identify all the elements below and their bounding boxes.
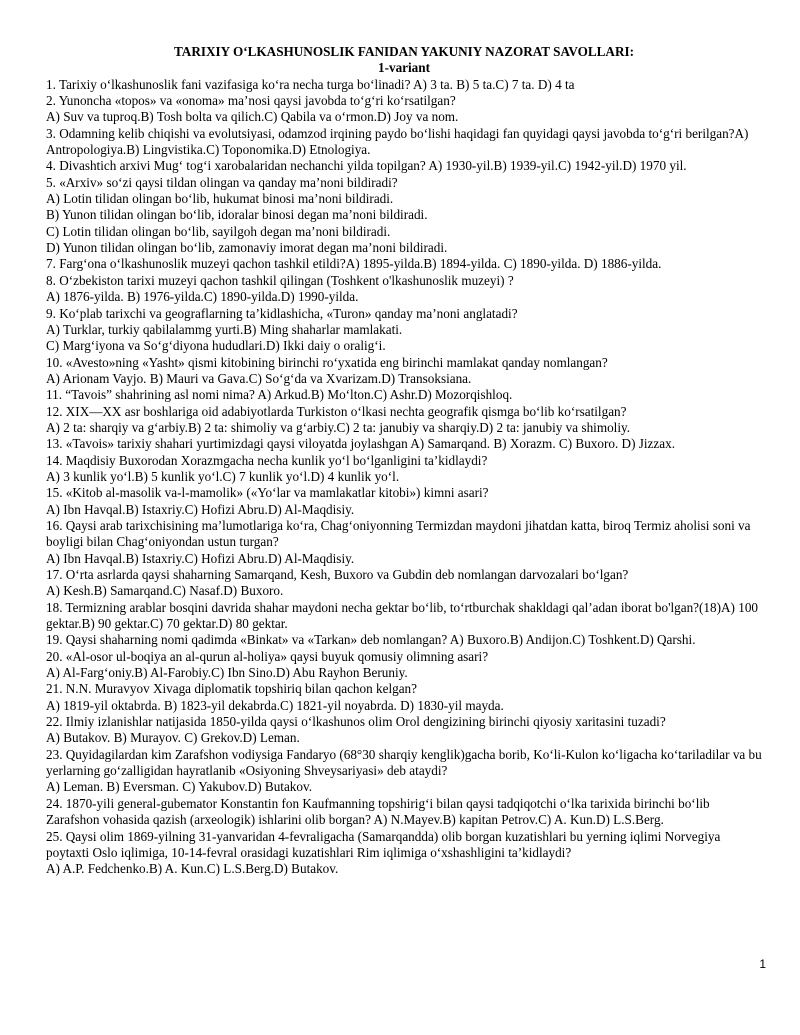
question-line: D) Yunon tilidan olingan bo‘lib, zamonaviy imorat degan ma’noni bildiradi. [46,240,448,256]
question-line: 21. N.N. Muravyov Xivaga diplomatik topshiriq bilan qachon kelgan? [46,681,418,697]
question-line: 17. O‘rta asrlarda qaysi shaharning Samarqand, Kesh, Buxoro va Gubdin deb nomlangan darvozalari bo‘lgan? [46,567,629,582]
question-line: A) A.P. Fedchenko.B) A. Kun.C) L.S.Berg.D) Butakov. [46,861,339,877]
question-line: 18. Termizning arablar bosqini davrida shahar maydoni necha gektar bo‘lib, to‘rtburchak shakldagi qal’adan iborat bo'lgan?(18)A) 100 gektar.B) 90 gektar.C) 70 gektar.D) 80 gektar. [46,599,759,632]
question-line: 24. 1870-yili general-gubemator Konstantin fon Kaufmanning topshirig‘i bilan qaysi tadqiqotchi o‘lka tarixida birinchi bo‘lib Zarafshon vohasida qazish (arxeologik) ishlarini olib borgan? A) N.Mayev.B) kapitan Petrov.C) A. Kun.D) L.S.Berg. [46,795,710,828]
question-line: 14. Maqdisiy Buxorodan Xorazmgacha necha kunlik yo‘l bo‘lganligini ta’kidlaydi? [46,452,488,468]
question-line: 13. «Tavois» tarixiy shahari yurtimizdagi qaysi viloyatda joylashgan A) Samarqand. B) Xorazm. C) Buxoro. D) Jizzax. [46,436,676,452]
question-line: A) Butakov. B) Murayov. C) Grekov.D) Leman. [46,730,300,746]
question-list [46,77,762,878]
question-line: A) 1819-yil oktabrda. B) 1823-yil dekabrda.C) 1821-yil noyabrda. D) 1830-yil mayda. [46,697,504,713]
question-line: C) Marg‘iyona va So‘g‘diyona hududlari.D) Ikki daiy o oralig‘i. [46,338,386,354]
question-line: 4. Divashtich arxivi Mug‘ tog‘i xarobalaridan nechanchi yilda topilgan? A) 1930-yil.B) 1939-yil.C) 1942-yil.D) 1970 yil. [46,158,687,174]
question-line: A) Leman. B) Eversman. C) Yakubov.D) Butakov. [46,779,313,795]
question-line: 10. «Avesto»ning «Yasht» qismi kitobining birinchi ro‘yxatida eng birinchi mamlakat qanday nomlangan? [46,354,608,370]
question-line: 16. Qaysi arab tarixchisining ma’lumotlariga ko‘ra, Chag‘oniyonning Termizdan maydoni jihatdan katta, biroq Termiz aholisi soni va boyligi bilan Chag‘oniyondan ustun turgan? [46,517,751,550]
question-line: 7. Farg‘ona o‘lkashunoslik muzeyi qachon tashkil etildi?A) 1895-yilda.B) 1894-yilda. C) 1890-yilda. D) 1886-yilda. [46,256,662,272]
question-line: B) Yunon tilidan olingan bo‘lib, idoralar binosi degan ma’noni bildiradi. [46,207,428,223]
question-line: 25. Qaysi olim 1869-yilning 31-yanvaridan 4-fevraligacha (Samarqandda) olib borgan kuzatishlari bu yerning iqlimi Norvegiya poytaxti Oslo iqlimiga, 10-14-fevral orasidagi kuzatishlari Rim iqlimiga o‘xshashligini ta’kidlaydi? [46,828,721,860]
question-line: 3. Odamning kelib chiqishi va evolutsiyasi, odamzod irqining paydo bo‘lishi haqidagi fan quyidagi qaysi javobda to‘g‘ri berilgan?A) Antropologiya.B) Lingvistika.C) Toponomika.D) Etnologiya. [46,125,749,158]
question-line: A) Arionam Vayjo. B) Mauri va Gava.C) So‘g‘da va Xvarizam.D) Transoksiana. [46,370,472,386]
question-line: A) Lotin tilidan olingan bo‘lib, hukumat binosi ma’noni bildiradi. [46,191,394,207]
question-line: A) Suv va tuproq.B) Tosh bolta va qilich.C) Qabila va o‘rmon.D) Joy va nom. [46,109,459,125]
question-line: A) Ibn Havqal.B) Istaxriy.C) Hofizi Abru.D) Al-Maqdisiy. [46,550,355,566]
question-line: 15. «Kitob al-masolik va-l-mamolik» («Yo‘lar va mamlakatlar kitobi») kimni asari? [46,485,489,501]
question-line: 12. XIX—XX asr boshlariga oid adabiyotlarda Turkiston o‘lkasi nechta geografik qismga bo‘lib ko‘rsatilgan? [46,403,627,419]
question-line: A) 2 ta: sharqiy va g‘arbiy.B) 2 ta: shimoliy va g‘arbiy.C) 2 ta: janubiy va sharqiy.D) 2 ta: janubiy va shimoliy. [46,419,631,435]
question-line: A) Al-Farg‘oniy.B) Al-Farobiy.C) Ibn Sino.D) Abu Rayhon Beruniy. [46,665,408,681]
question-line: C) Lotin tilidan olingan bo‘lib, sayilgoh degan ma’noni bildiradi. [46,223,391,239]
question-line: A) Ibn Havqal.B) Istaxriy.C) Hofizi Abru.D) Al-Maqdisiy. [46,501,355,517]
question-line: A) 3 kunlik yo‘l.B) 5 kunlik yo‘l.C) 7 kunlik yo‘l.D) 4 kunlik yo‘l. [46,468,400,484]
question-line: 2. Yunoncha «topos» va «onoma» ma’nosi qaysi javobda to‘g‘ri ko‘rsatilgan? [46,93,456,109]
question-line: A) Kesh.B) Samarqand.C) Nasaf.D) Buxoro. [46,583,284,599]
question-line: 23. Quyidagilardan kim Zarafshon vodiysiga Fandaryo (68°30 sharqiy kenglik)gacha borib, Ko‘li-Kulon ko‘ligacha ko‘tariladilar va bu yerlarning go‘zalligidan hayratlanib «Osiyoning Shveysariyasi» deb ataydi? [46,746,762,779]
question-line: 20. «Al-osor ul-boqiya an al-qurun al-holiya» qaysi buyuk qomusiy olimning asari? [46,648,489,664]
variant-label: 1-variant [377,60,430,76]
page-number: 1 [759,957,766,971]
document-title: TARIXIY O‘LKASHUNOSLIK FANIDAN YAKUNIY NAZORAT SAVOLLARI: [173,44,635,59]
question-line: 5. «Arxiv» so‘zi qaysi tildan olingan va qanday ma’noni bildiradi? [46,174,398,190]
question-line: 11. “Tavois” shahrining asl nomi nima? A) Arkud.B) Mo‘lton.C) Ashr.D) Mozorqishloq. [46,387,513,403]
question-line: 22. Ilmiy izlanishlar natijasida 1850-yilda qaysi o‘lkashunos olim Orol dengizining birinchi qiyosiy xaritasini tuzadi? [46,714,666,730]
question-line: 9. Ko‘plab tarixchi va geograflarning ta’kidlashicha, «Turon» qanday ma’noni anglatadi? [46,305,518,321]
question-line: 8. O‘zbekiston tarixi muzeyi qachon tashkil qilingan (Toshkent o'lkashunoslik muzeyi) ? [46,272,514,288]
question-line: A) Turklar, turkiy qabilalammg yurti.B) Ming shaharlar mamlakati. [46,321,403,337]
question-line: 1. Tarixiy o‘lkashunoslik fani vazifasiga ko‘ra necha turga bo‘linadi? A) 3 ta. B) 5 ta.C) 7 ta. D) 4 ta [46,76,575,92]
document-page [46,44,762,878]
question-line: A) 1876-yilda. B) 1976-yilda.C) 1890-yilda.D) 1990-yilda. [46,289,359,305]
question-line: 19. Qaysi shaharning nomi qadimda «Binkat» va «Tarkan» deb nomlangan? A) Buxoro.B) Andijon.C) Toshkent.D) Qarshi. [46,632,696,648]
